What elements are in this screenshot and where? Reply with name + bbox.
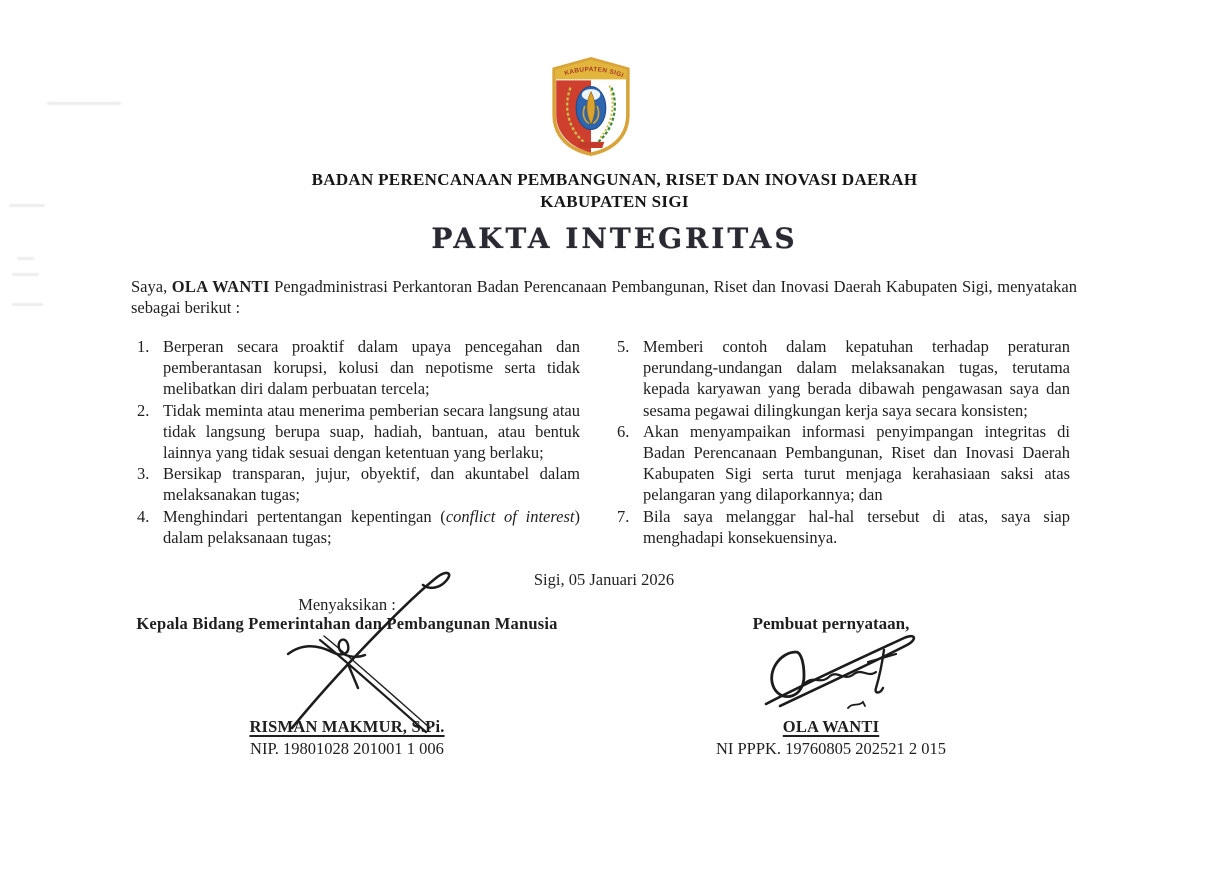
item-number: 6.: [617, 421, 630, 441]
list-item: [137, 400, 580, 464]
item-text: ) dalam pelaksanaan tugas;: [163, 506, 580, 547]
item-number: 5.: [617, 337, 630, 356]
intro-paragraph: [131, 276, 1077, 318]
item-text: Bila saya melanggar hal-hal tersebut di atas, saya siap menghadapi konsekuensinya.: [643, 506, 1070, 547]
scan-artifact: [17, 257, 34, 260]
item-number: 1.: [137, 337, 150, 356]
witness-nip: NIP. 19801028 201001 1 006: [250, 738, 444, 758]
list-item: [617, 421, 1070, 506]
item-text: Tidak meminta atau menerima pemberian secara langsung atau tidak langsung berupa suap, hadiah, bantuan, atau bentuk lainnya yang tidak sesuai dengan ketentuan yang berlaku;: [163, 400, 580, 463]
seal-banner-text: KABUPATEN SIGI: [563, 66, 625, 80]
list-item: [617, 506, 1070, 548]
item-text: Memberi contoh dalam kepatuhan terhadap peraturan perundang-undangan dalam melaksanakan tugas, terutama kepada karyawan yang berada dibawah pengawasan saya dan sesama pegawai dilingkungan kerja saya secara konsisten;: [643, 337, 1070, 420]
items-column-right: [617, 336, 1070, 548]
witness-role: Kepala Bidang Pemerintahan dan Pembangunan Manusia: [136, 614, 558, 633]
list-item: [137, 463, 580, 505]
item-number: 2.: [137, 400, 150, 420]
intro-prefix: Saya,: [131, 277, 172, 296]
declarant-signature: [752, 628, 928, 716]
item-text: Menghindari pertentangan kepentingan (: [163, 506, 446, 526]
document-title: PAKTA INTEGRITAS: [431, 222, 798, 255]
scan-artifact: [47, 102, 121, 105]
place-date-line: Sigi, 05 Januari 2026: [533, 570, 675, 589]
witness-signature: [268, 562, 473, 734]
declarant-name: OLA WANTI: [782, 717, 880, 736]
items-column-left: [137, 336, 580, 548]
item-text-italic: conflict of interest: [445, 506, 575, 526]
list-item: [137, 336, 580, 400]
seal-ribbon: [578, 142, 605, 148]
kabupaten-sigi-seal-logo: [548, 54, 634, 158]
witness-name-block: [131, 716, 563, 759]
declarant-label: Pembuat pernyataan,: [752, 614, 910, 633]
scan-artifact: [12, 303, 43, 306]
item-number: 7.: [617, 506, 630, 526]
intro-suffix: Pengadministrasi Perkantoran Badan Perencanaan Pembangunan, Riset dan Inovasi Daerah Kabupaten Sigi, menyatakan sebagai berikut :: [131, 277, 1077, 317]
item-number: 3.: [137, 464, 150, 484]
witness-label: Menyaksikan :: [298, 595, 396, 614]
declarant-nip: NI PPPK. 19760805 202521 2 015: [715, 738, 947, 758]
org-line1: BADAN PERENCANAAN PEMBANGUNAN, RISET DAN INOVASI DAERAH: [311, 170, 918, 189]
item-text: Akan menyampaikan informasi penyimpangan integritas di Badan Perencanaan Pembangunan, Riset dan Inovasi Daerah Kabupaten Sigi serta turut menjaga kerahasiaan saksi atas pelangaran yang dilaporkannya; dan: [643, 421, 1070, 505]
item-number: 4.: [137, 506, 150, 526]
witness-name: RISMAN MAKMUR, S.Pi.: [249, 717, 445, 736]
list-item: [617, 336, 1070, 421]
item-text: Bersikap transparan, jujur, obyektif, dan akuntabel dalam melaksanakan tugas;: [163, 464, 580, 505]
declarant-name-inline: OLA WANTI: [171, 277, 270, 296]
org-header: [0, 169, 1229, 213]
item-text: Berperan secara proaktif dalam upaya pencegahan dan pemberantasan korupsi, kolusi dan nepotisme serta tidak melibatkan diri dalam perbuatan tercela;: [163, 337, 580, 399]
list-item: [137, 506, 580, 548]
scan-artifact: [12, 273, 39, 276]
org-line2: KABUPATEN SIGI: [540, 192, 689, 211]
declarant-name-block: [615, 716, 1047, 759]
